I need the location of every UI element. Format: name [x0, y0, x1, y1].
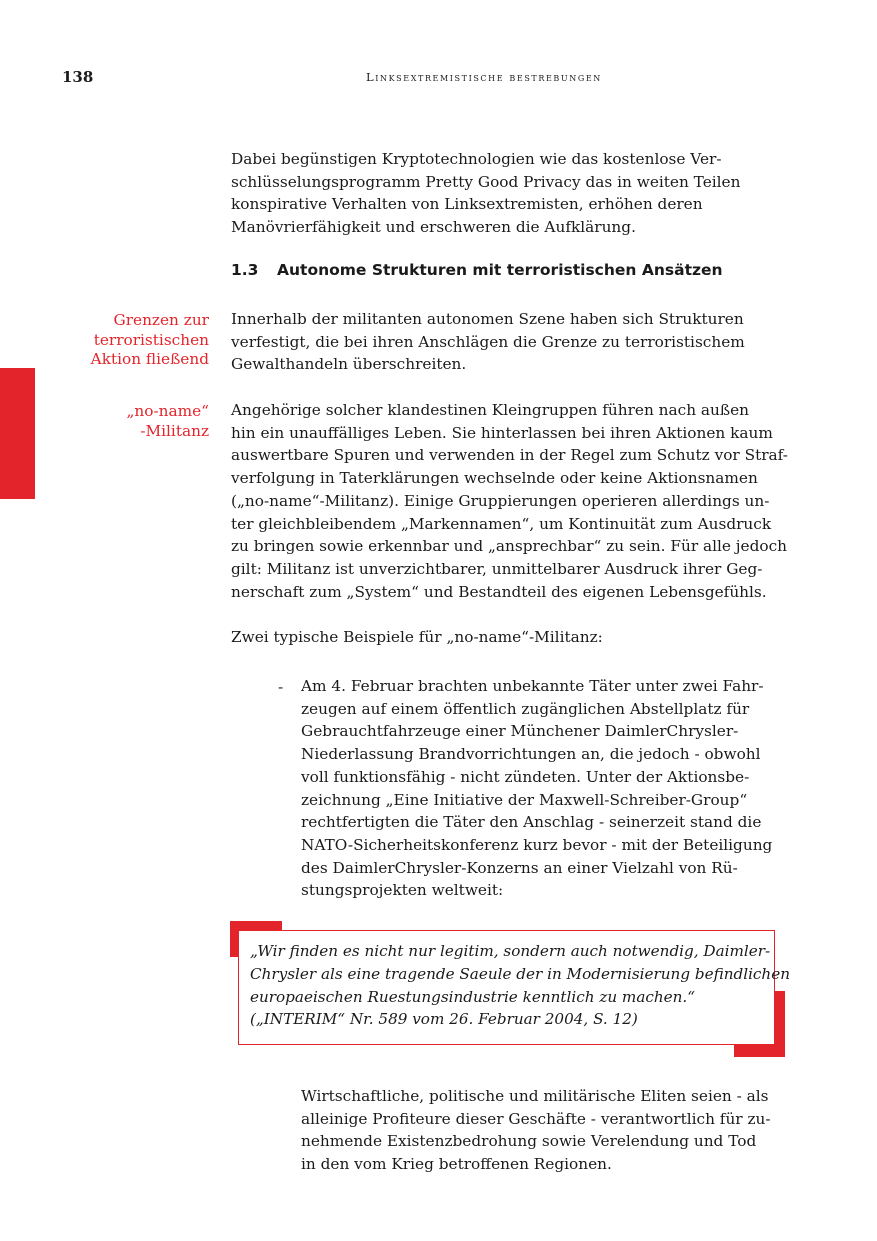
- text-line: nerschaft zum „System“ und Bestandteil des eigenen Lebensgefühls.: [231, 582, 767, 601]
- quote-line: Chrysler als eine tragende Saeule der in Modernisierung befindlichen: [250, 964, 790, 983]
- text-line: NATO-Sicherheitskonferenz kurz bevor - mit der Beteiligung: [301, 835, 773, 854]
- text-line: Gewalthandeln überschreiten.: [231, 355, 467, 374]
- quote-source: („INTERIM“ Nr. 589 vom 26. Februar 2004, S. 12): [250, 1010, 638, 1029]
- text-line: ter gleichbleibendem „Markennamen“, um Kontinuität zum Ausdruck: [231, 514, 772, 533]
- text-line: Niederlassung Brandvorrichtungen an, die jedoch - obwohl: [301, 745, 761, 764]
- intro-paragraph: [231, 148, 784, 239]
- text-line: verfestigt, die bei ihren Anschlägen die Grenze zu terroristischem: [231, 332, 745, 351]
- margin-note-line: -Militanz: [140, 421, 209, 440]
- bullet-item: [301, 675, 783, 902]
- text-line: gilt: Militanz ist unverzichtbarer, unmittelbarer Ausdruck ihrer Geg-: [231, 559, 763, 578]
- margin-note-line: terroristischen: [93, 330, 209, 349]
- text-line: stungsprojekten weltweit:: [301, 881, 504, 900]
- paragraph-3: [231, 626, 784, 649]
- running-head: linksextremistische bestrebungen: [366, 70, 602, 84]
- text-line: zu bringen sowie erkennbar und „ansprechbar“ zu sein. Für alle jedoch: [231, 537, 788, 556]
- quote-box: [238, 930, 790, 1045]
- text-line: zeugen auf einem öffentlich zugänglichen Abstellplatz für: [301, 699, 750, 718]
- text-line: voll funktionsfähig - nicht zündeten. Unter der Aktionsbe-: [301, 767, 750, 786]
- text-line: Wirtschaftliche, politische und militärische Eliten seien - als: [301, 1087, 769, 1105]
- page-number: 138: [62, 68, 94, 86]
- text-line: Manövrierfähigkeit und erschweren die Aufklärung.: [231, 218, 636, 237]
- margin-note-line: Aktion fließend: [90, 350, 209, 369]
- section-number: 1.3: [231, 261, 259, 279]
- margin-note-line: „no-name“: [126, 402, 209, 420]
- paragraph-2: [231, 399, 788, 603]
- text-line: zeichnung „Eine Initiative der Maxwell-Schreiber-Group“: [301, 790, 748, 809]
- bullet-marker: -: [278, 678, 284, 696]
- margin-note-no-name-militancy: [49, 402, 209, 441]
- margin-note-terrorist-action: [49, 311, 209, 370]
- red-margin-tab: [0, 368, 35, 499]
- paragraph-1: [231, 308, 784, 376]
- text-line: in den vom Krieg betroffenen Regionen.: [301, 1155, 612, 1174]
- text-line: alleinige Profiteure dieser Geschäfte - verantwortlich für zu-: [301, 1109, 771, 1128]
- closing-paragraph: [301, 1085, 783, 1176]
- text-line: („no-name“-Militanz). Einige Gruppierungen operieren allerdings un-: [231, 491, 770, 510]
- text-line: Innerhalb der militanten autonomen Szene haben sich Strukturen: [231, 310, 744, 328]
- text-line: Am 4. Februar brachten unbekannte Täter unter zwei Fahr-: [301, 677, 764, 695]
- text-line: hin ein unauffälliges Leben. Sie hinterlassen bei ihren Aktionen kaum: [231, 423, 773, 442]
- text-line: konspirative Verhalten von Linksextremisten, erhöhen deren: [231, 195, 703, 214]
- text-line: verfolgung in Taterklärungen wechselnde oder keine Aktionsnamen: [231, 469, 758, 488]
- text-line: schlüsselungsprogramm Pretty Good Privacy das in weiten Teilen: [231, 172, 741, 191]
- text-line: rechtfertigten die Täter den Anschlag - seinerzeit stand die: [301, 813, 762, 832]
- text-line: des DaimlerChrysler-Konzerns an einer Vielzahl von Rü-: [301, 858, 738, 877]
- text-line: Gebrauchtfahrzeuge einer Münchener DaimlerChrysler-: [301, 722, 739, 741]
- margin-note-line: Grenzen zur: [113, 311, 209, 329]
- quote-line: europaeischen Ruestungsindustrie kenntlich zu machen.“: [250, 987, 696, 1006]
- text-line: Zwei typische Beispiele für „no-name“-Militanz:: [231, 628, 603, 646]
- text-line: Angehörige solcher klandestinen Kleingruppen führen nach außen: [231, 401, 750, 419]
- text-line: auswertbare Spuren und verwenden in der Regel zum Schutz vor Straf-: [231, 446, 788, 465]
- quote-line: „Wir finden es nicht nur legitim, sondern auch notwendig, Daimler-: [250, 942, 771, 960]
- section-title: Autonome Strukturen mit terroristischen Ansätzen: [277, 261, 723, 279]
- text-line: nehmende Existenzbedrohung sowie Verelendung und Tod: [301, 1132, 757, 1151]
- text-line: Dabei begünstigen Kryptotechnologien wie das kostenlose Ver-: [231, 150, 722, 168]
- section-heading: [231, 261, 791, 279]
